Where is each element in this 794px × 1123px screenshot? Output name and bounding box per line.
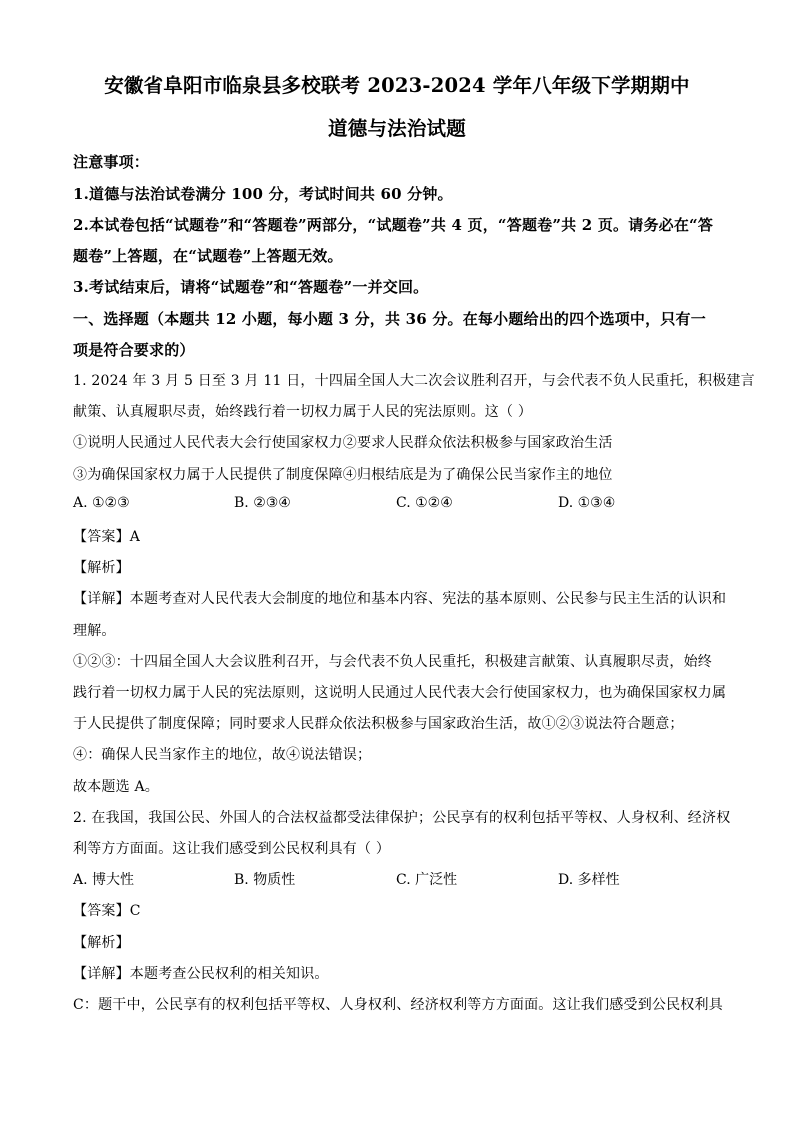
- notice-heading: 注意事项：: [73, 153, 150, 171]
- q1-stem-line-1: 1. 2024 年 3 月 5 日至 3 月 11 日，十四届全国人大二次会议胜利召开，与会代表不负人民重托，积极建言: [73, 373, 755, 389]
- q1-statements-line-2: ③为确保国家权力属于人民提供了制度保障④归根结底是为了确保公民当家作主的地位: [73, 467, 613, 483]
- q1-explanation-line-2: 践行着一切权力属于人民的宪法原则，这说明人民通过人民代表大会行使国家权力，也为确保国家权力属: [73, 685, 727, 701]
- section-heading-line-2: 项是符合要求的）: [73, 341, 195, 359]
- q2-stem-line-1: 2. 在我国，我国公民、外国人的合法权益都受法律保护；公民享有的权利包括平等权、人身权利、经济权: [73, 810, 731, 826]
- q1-explanation-line-3: 于人民提供了制度保障；同时要求人民群众依法积极参与国家政治生活，故①②③说法符合题意；: [73, 716, 684, 732]
- document-title-line-1: 安徽省阜阳市临泉县多校联考 2023-2024 学年八年级下学期期中: [104, 74, 690, 97]
- q2-stem-line-2: 利等方方面面。这让我们感受到公民权利具有（ ）: [73, 841, 391, 857]
- q1-option-c: C. ①②④: [396, 495, 453, 511]
- q2-explanation-line-1: C：题干中，公民享有的权利包括平等权、人身权利、经济权利等方方面面。这让我们感受到公民权利具: [73, 997, 723, 1013]
- q1-explanation-line-1: ①②③：十四届全国人大会议胜利召开，与会代表不负人民重托，积极建言献策、认真履职尽责，始终: [73, 654, 712, 670]
- q1-statements-line-1: ①说明人民通过人民代表大会行使国家权力②要求人民群众依法积极参与国家政治生活: [73, 435, 613, 451]
- q2-option-a: A. 博大性: [73, 872, 135, 888]
- q2-analysis-label: 【解析】: [73, 935, 130, 951]
- document-title-line-2: 道德与法治试题: [328, 117, 466, 140]
- q1-option-d: D. ①③④: [558, 495, 616, 511]
- notice-item-2-line-1: 2.本试卷包括“试题卷”和“答题卷”两部分，“试题卷”共 4 页，“答题卷”共 2 页。请务必在“答: [73, 216, 714, 234]
- q1-answer: 【答案】A: [73, 529, 141, 545]
- notice-item-2-line-2: 题卷”上答题，在“试题卷”上答题无效。: [73, 247, 343, 265]
- q1-conclusion: 故本题选 A。: [73, 779, 159, 795]
- q1-detail-line-1: 【详解】本题考查对人民代表大会制度的地位和基本内容、宪法的基本原则、公民参与民主生活的认识和: [73, 591, 727, 607]
- q2-detail-line-1: 【详解】本题考查公民权利的相关知识。: [73, 966, 329, 982]
- q2-option-c: C. 广泛性: [396, 872, 458, 888]
- section-heading-line-1: 一、选择题（本题共 12 小题，每小题 3 分，共 36 分。在每小题给出的四个选项中，只有一: [73, 310, 706, 328]
- q2-answer: 【答案】C: [73, 903, 141, 919]
- q1-analysis-label: 【解析】: [73, 560, 130, 576]
- notice-item-1: 1.道德与法治试卷满分 100 分，考试时间共 60 分钟。: [73, 185, 453, 203]
- q2-option-d: D. 多样性: [558, 872, 620, 888]
- q1-option-a: A. ①②③: [73, 495, 130, 511]
- notice-item-3: 3.考试结束后，请将“试题卷”和“答题卷”一并交回。: [73, 278, 429, 296]
- q1-option-b: B. ②③④: [234, 495, 291, 511]
- q1-detail-line-2: 理解。: [73, 623, 116, 639]
- q2-option-b: B. 物质性: [234, 872, 296, 888]
- q1-explanation-line-4: ④：确保人民当家作主的地位，故④说法错误；: [73, 747, 372, 763]
- q1-stem-line-2: 献策、认真履职尽责，始终践行着一切权力属于人民的宪法原则。这（ ）: [73, 404, 533, 420]
